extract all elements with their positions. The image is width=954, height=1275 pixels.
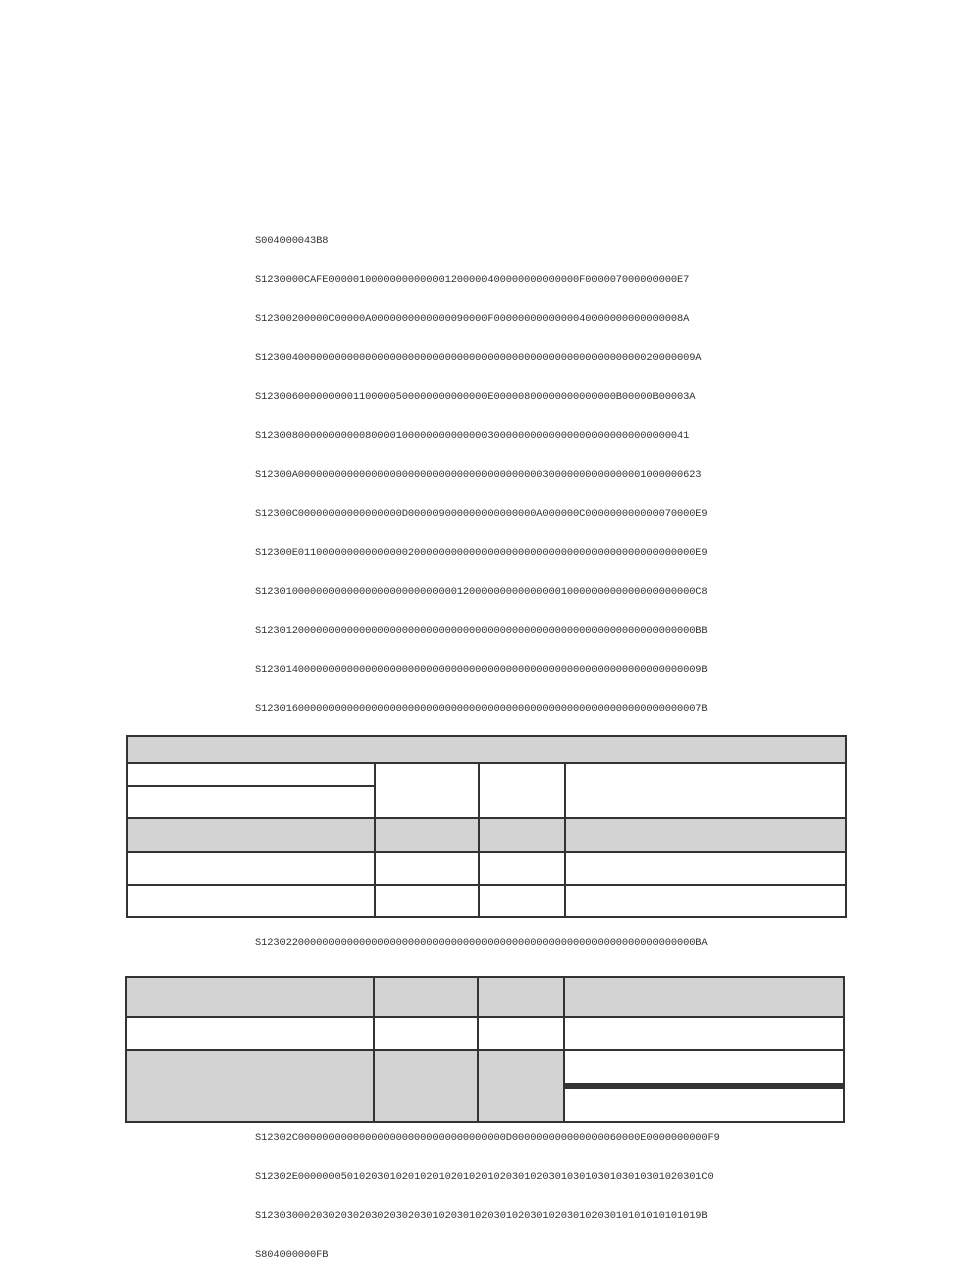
- srecord-line: S12300400000000000000000000000000000000000000000000000000000000020000009A: [255, 352, 702, 364]
- srecord-line: S1230080000000000080000100000000000000300000000000000000000000000000041: [255, 430, 690, 442]
- srecord-line: S123016000000000000000000000000000000000000000000000000000000000000000007B: [255, 703, 708, 715]
- sub-row: [565, 1087, 843, 1089]
- table-cell: [374, 1017, 478, 1050]
- table-row: [126, 1050, 844, 1122]
- table-cell: [565, 763, 846, 818]
- srecord-line: S123030002030203020302030203010203010203010203010203010203010101010101019B: [255, 1210, 708, 1222]
- table-cell: [565, 852, 846, 885]
- table-cell: [564, 1017, 844, 1050]
- table-cell: [126, 1017, 374, 1050]
- table-header-cell: [375, 818, 479, 852]
- srecord-line: S12302C0000000000000000000000000000000000D000000000000000060000E0000000000F9: [255, 1132, 720, 1144]
- sub-row-stack: [565, 1083, 843, 1089]
- table-header-cell: [374, 977, 478, 1017]
- table-cell: [375, 852, 479, 885]
- srecord-line: S1230000CAFE00000100000000000001200000400000000000000F000007000000000E7: [255, 274, 690, 286]
- table-cell: [127, 885, 375, 917]
- srecord-line: S12300200000C00000A0000000000000090000F0000000000000040000000000000008A: [255, 313, 690, 325]
- table-row: [126, 1017, 844, 1050]
- table-row: [127, 763, 846, 786]
- table-cell: [127, 763, 375, 786]
- srecord-line: S12300C00000000000000000D000009000000000000000A000000C000000000000070000E9: [255, 508, 708, 520]
- table-row: [126, 977, 844, 1017]
- table-2: [125, 976, 845, 1123]
- srecord-line: S12301000000000000000000000000000120000000000000001000000000000000000000C8: [255, 586, 708, 598]
- table-cell: [126, 1050, 374, 1122]
- table-cell: [478, 1017, 564, 1050]
- table-cell: [127, 852, 375, 885]
- srecord-line: S123014000000000000000000000000000000000000000000000000000000000000000009B: [255, 664, 708, 676]
- table-header-cell: [127, 818, 375, 852]
- srecord-line: S12300E01100000000000000020000000000000000000000000000000000000000000000E9: [255, 547, 708, 559]
- srecord-line: S12302200000000000000000000000000000000000000000000000000000000000000000BA: [255, 937, 708, 949]
- srecord-line: S12302E000000050102030102010201020102010203010203010301030103010301020301C0: [255, 1171, 714, 1183]
- table-header-cell: [479, 818, 565, 852]
- table-header-cell: [478, 977, 564, 1017]
- table-cell: [375, 885, 479, 917]
- table-header-cell: [127, 736, 846, 763]
- table-row: [127, 885, 846, 917]
- table-cell: [479, 763, 565, 818]
- table-header-cell: [126, 977, 374, 1017]
- table-row: [127, 852, 846, 885]
- table-cell: [479, 885, 565, 917]
- srecord-line: S004000043B8: [255, 235, 329, 247]
- table-cell: [565, 885, 846, 917]
- table-cell: [479, 852, 565, 885]
- table-cell: [375, 763, 479, 818]
- table-cell: [127, 786, 375, 818]
- table-header-cell: [564, 977, 844, 1017]
- srecord-line: S1230060000000001100000500000000000000E00000800000000000000B00000B00003A: [255, 391, 696, 403]
- srecord-line: S12300A000000000000000000000000000000000000000030000000000000001000000623: [255, 469, 702, 481]
- srecord-line: S12301200000000000000000000000000000000000000000000000000000000000000000BB: [255, 625, 708, 637]
- table-header-cell: [565, 818, 846, 852]
- table-1: [126, 735, 847, 918]
- table-row: [127, 818, 846, 852]
- table-cell: [374, 1050, 478, 1122]
- table-cell: [478, 1050, 564, 1122]
- srecord-line: S804000000FB: [255, 1249, 329, 1261]
- table-cell: [564, 1050, 844, 1122]
- table-row: [127, 736, 846, 763]
